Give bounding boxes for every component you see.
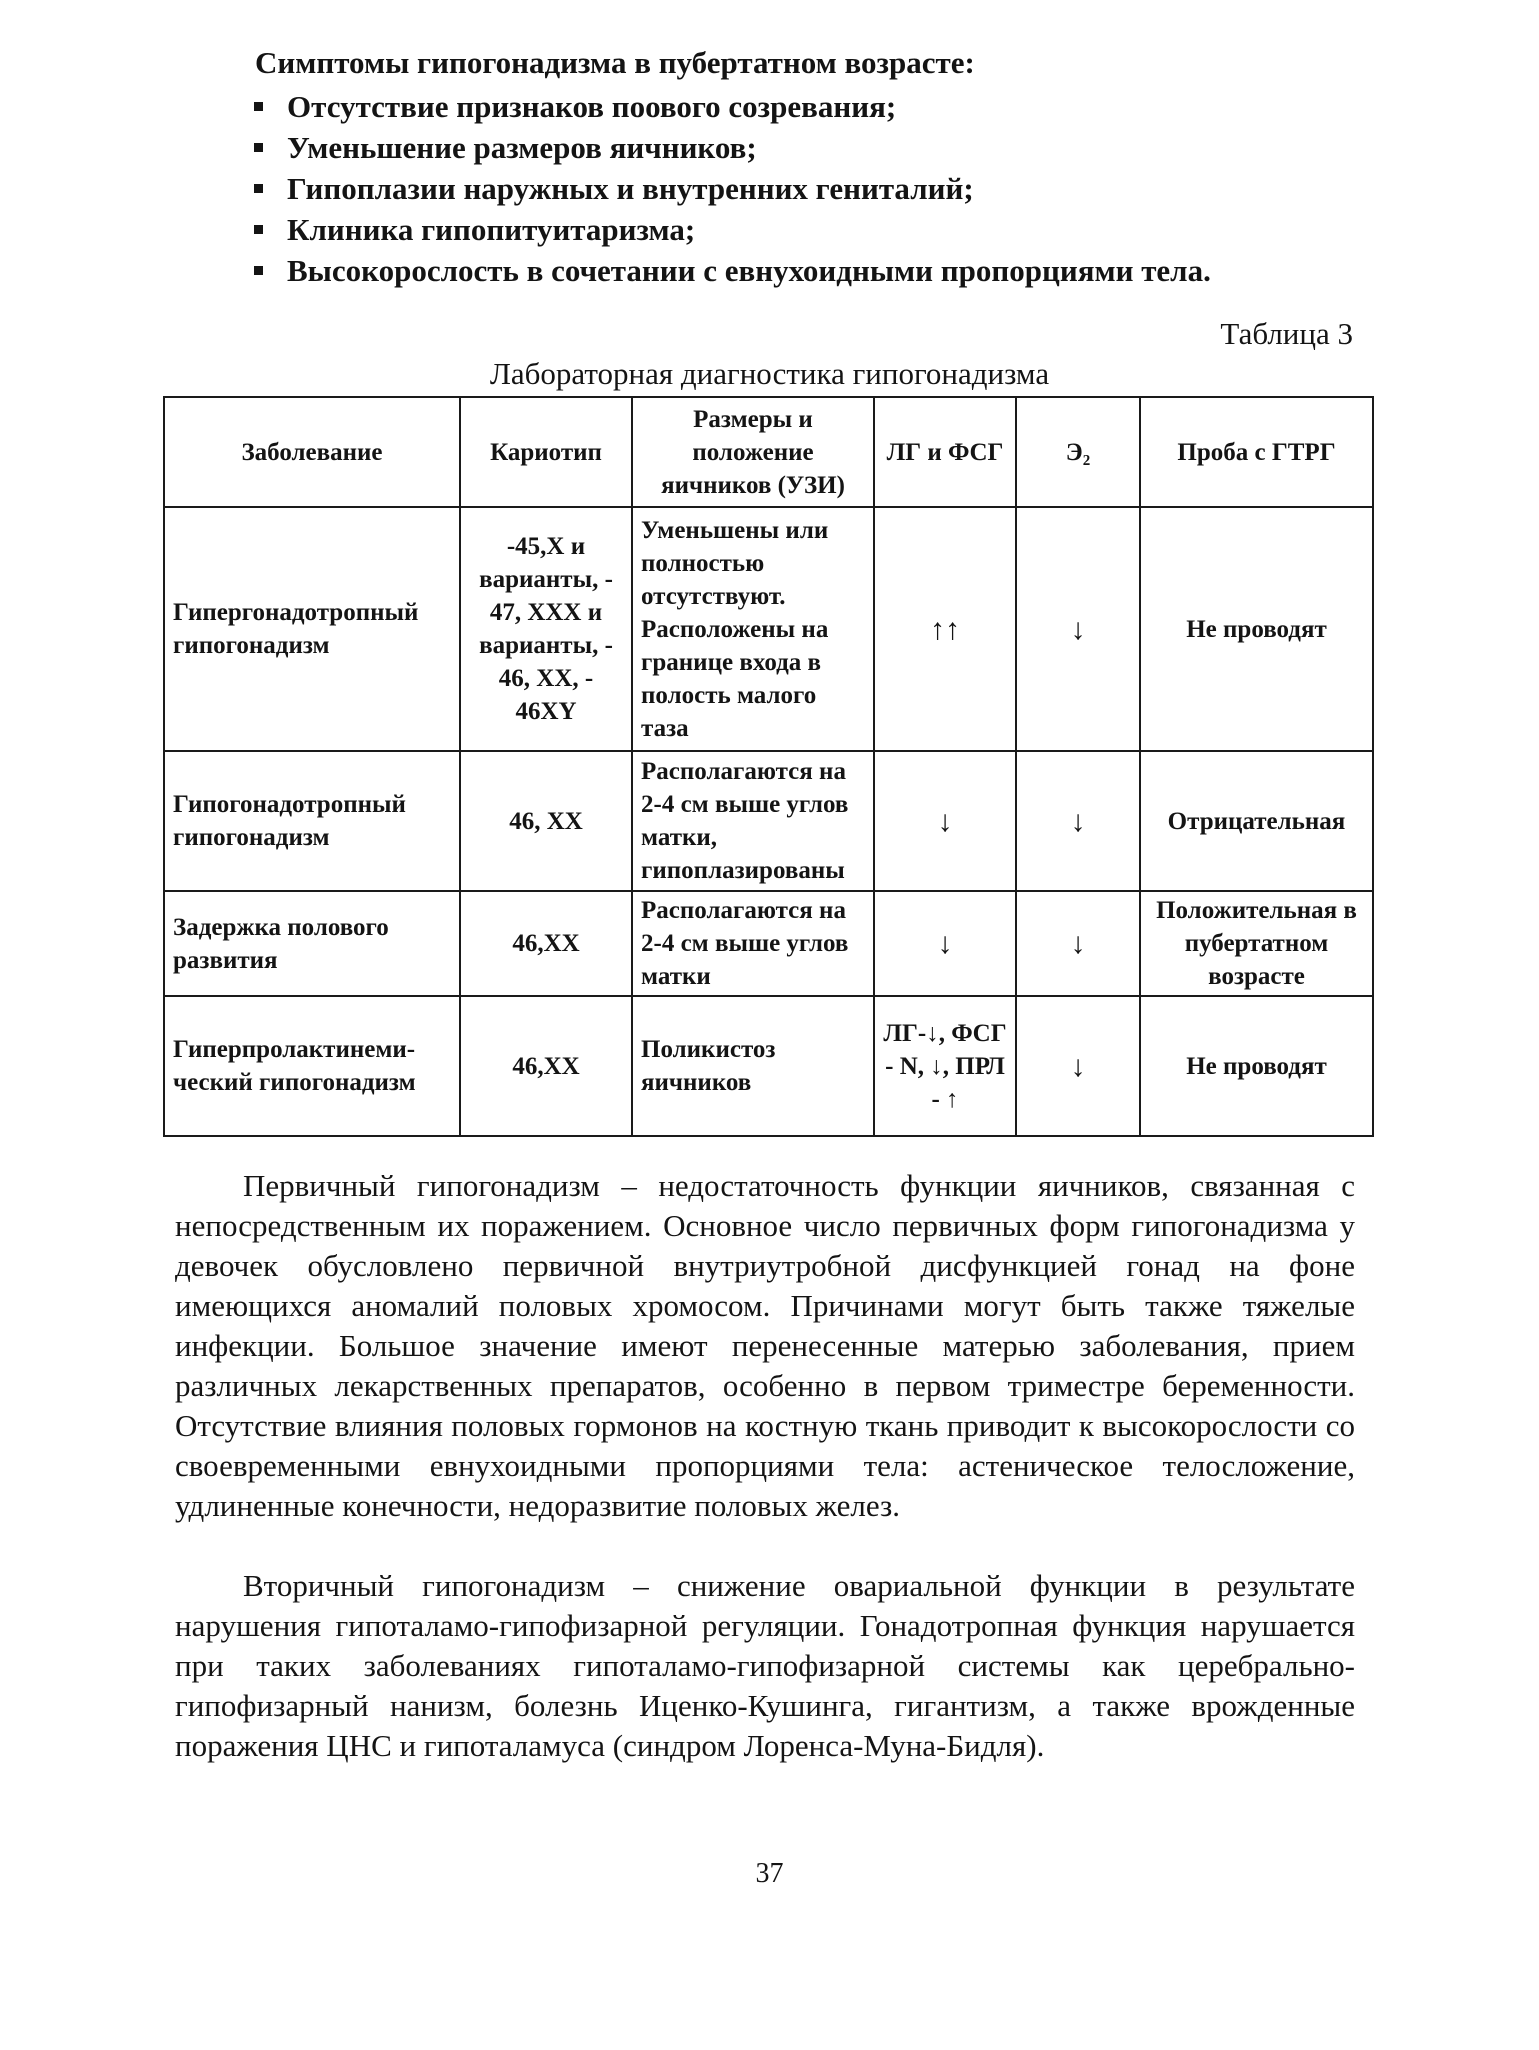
cell-karyotype: 46,XX [460, 996, 632, 1136]
table-row [164, 751, 1373, 891]
list-item [250, 127, 1211, 168]
cell-gnrh-test: Положительная в пубертатном возрасте [1140, 891, 1373, 996]
cell-ovaries: Располагаются на 2-4 см выше углов матки, гипоплазированы [632, 751, 874, 891]
cell-karyotype: -45,X и варианты, - 47, XXX и варианты, - 46, XX, - 46XY [460, 507, 632, 751]
list-item-text: Высокорослость в сочетании с евнухоидными пропорциями тела. [287, 253, 1211, 288]
cell-karyotype: 46, XX [460, 751, 632, 891]
header-gnrh-test: Проба с ГТРГ [1140, 397, 1373, 507]
table-row [164, 507, 1373, 751]
header-karyotype: Кариотип [460, 397, 632, 507]
paragraph-primary-hypogonadism: Первичный гипогонадизм – недостаточность функции яичников, связанная с непосредственным их поражением. Основное число первичных форм гипогонадизма у девочек обусловлено первичной внутриутробной дисфункцией гонад на фоне имеющихся аномалий половых хромосом. Причинами могут быть также тяжелые инфекции. Большое значение имеют перенесенные матерью заболевания, прием различных лекарственных препаратов, особенно в первом триместре беременности. Отсутствие влияния половых гормонов на костную ткань приводит к высокорослости со своевременными евнухоидными пропорциями тела: астеническое телосложение, удлиненные конечности, недоразвитие половых желез. [175, 1168, 1355, 1523]
symptoms-list [250, 86, 1211, 291]
cell-disease: Гиперпролактинеми-ческий гипогонадизм [164, 996, 460, 1136]
cell-e2: ↓ [1016, 507, 1140, 751]
bullet-icon [254, 184, 263, 193]
cell-lh-fsh: ЛГ-↓, ФСГ - N, ↓, ПРЛ - ↑ [874, 996, 1016, 1136]
symptoms-heading: Симптомы гипогонадизма в пубертатном возрасте: [255, 45, 975, 80]
list-item-text: Клиника гипопитуитаризма; [287, 212, 696, 247]
cell-ovaries: Поликистоз яичников [632, 996, 874, 1136]
cell-disease: Гипергонадотропный гипогонадизм [164, 507, 460, 751]
cell-e2: ↓ [1016, 891, 1140, 996]
list-item-text: Гипоплазии наружных и внутренних гениталий; [287, 171, 974, 206]
table-title: Лабораторная диагностика гипогонадизма [489, 356, 1050, 391]
list-item-text: Уменьшение размеров яичников; [287, 130, 757, 165]
cell-e2: ↓ [1016, 996, 1140, 1136]
cell-ovaries: Уменьшены или полностью отсутствуют. Расположены на границе входа в полость малого таза [632, 507, 874, 751]
list-item [250, 86, 1211, 127]
cell-lh-fsh: ↓ [874, 891, 1016, 996]
cell-e2: ↓ [1016, 751, 1140, 891]
cell-lh-fsh: ↓ [874, 751, 1016, 891]
list-item-text: Отсутствие признаков поового созревания; [287, 89, 897, 124]
bullet-icon [254, 225, 263, 234]
list-item [250, 250, 1211, 291]
page-number: 37 [755, 1858, 784, 1889]
list-item [250, 209, 1211, 250]
cell-gnrh-test: Не проводят [1140, 996, 1373, 1136]
table-number: Таблица 3 [1220, 316, 1353, 351]
header-ovaries: Размеры и положение яичников (УЗИ) [632, 397, 874, 507]
bullet-icon [254, 102, 263, 111]
table-header-row [164, 397, 1373, 507]
paragraph-secondary-hypogonadism: Вторичный гипогонадизм – снижение овариальной функции в результате нарушения гипоталамо-гипофизарной регуляции. Гонадотропная функция нарушается при таких заболеваниях гипоталамо-гипофизарной системы как церебрально-гипофизарный нанизм, болезнь Иценко-Кушинга, гигантизм, а также врожденные поражения ЦНС и гипоталамуса (синдром Лоренса-Муна-Бидля). [175, 1568, 1355, 1763]
lab-diagnostics-table [163, 396, 1374, 1137]
header-e2: Э₂ [1016, 397, 1140, 507]
header-lh-fsh: ЛГ и ФСГ [874, 397, 1016, 507]
list-item [250, 168, 1211, 209]
cell-ovaries: Располагаются на 2-4 см выше углов матки [632, 891, 874, 996]
table-row [164, 891, 1373, 996]
cell-disease: Гипогонадотропный гипогонадизм [164, 751, 460, 891]
bullet-icon [254, 266, 263, 275]
cell-gnrh-test: Не проводят [1140, 507, 1373, 751]
cell-gnrh-test: Отрицательная [1140, 751, 1373, 891]
header-disease: Заболевание [164, 397, 460, 507]
table-row [164, 996, 1373, 1136]
cell-karyotype: 46,XX [460, 891, 632, 996]
cell-disease: Задержка полового развития [164, 891, 460, 996]
bullet-icon [254, 143, 263, 152]
cell-lh-fsh: ↑↑ [874, 507, 1016, 751]
